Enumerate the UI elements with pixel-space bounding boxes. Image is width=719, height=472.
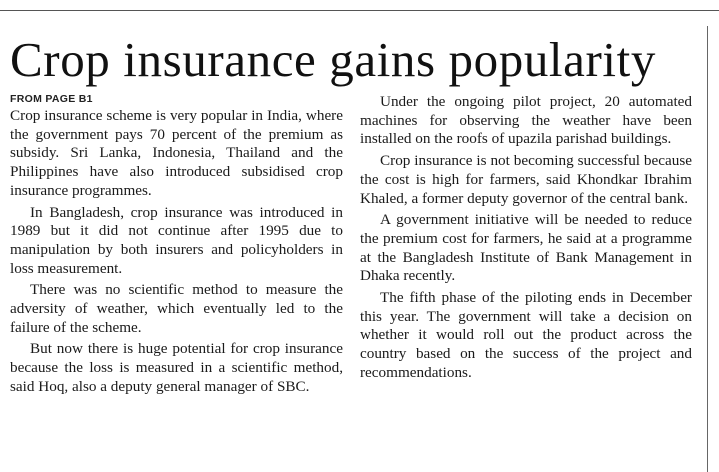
paragraph: Crop insurance scheme is very popular in India, where the government pays 70 percent of the premium as subsidy. Sri Lanka, Indonesia, Thailand and the Philippines have also introduced subsidised crop insurance programmes.: [10, 107, 343, 199]
headline: Crop insurance gains popularity: [10, 32, 656, 87]
left-column: [10, 93, 343, 400]
paragraph: There was no scientific method to measure the adversity of weather, which eventually led to the failure of the scheme.: [10, 281, 343, 336]
column-divider: [707, 26, 708, 472]
paragraph: Under the ongoing pilot project, 20 automated machines for observing the weather have been installed on the roofs of upazila parishad buildings.: [360, 93, 692, 148]
paragraph: Crop insurance is not becoming successful because the cost is high for farmers, said Khondkar Ibrahim Khaled, a former deputy governor of the central bank.: [360, 152, 692, 207]
paragraph: The fifth phase of the piloting ends in December this year. The government will take a decision on whether it would roll out the product across the country based on the success of the project and recommendations.: [360, 289, 692, 381]
right-column: [360, 93, 692, 386]
top-divider: [0, 10, 719, 11]
paragraph: A government initiative will be needed to reduce the premium cost for farmers, he said at a programme at the Bangladesh Institute of Bank Management in Dhaka recently.: [360, 211, 692, 285]
paragraph: In Bangladesh, crop insurance was introduced in 1989 but it did not continue after 1995 due to manipulation by both insurers and policyholders in loss measurement.: [10, 203, 343, 277]
kicker: FROM PAGE B1: [10, 93, 93, 105]
paragraph: But now there is huge potential for crop insurance because the loss is measured in a scientific method, said Hoq, also a deputy general manager of SBC.: [10, 340, 343, 395]
